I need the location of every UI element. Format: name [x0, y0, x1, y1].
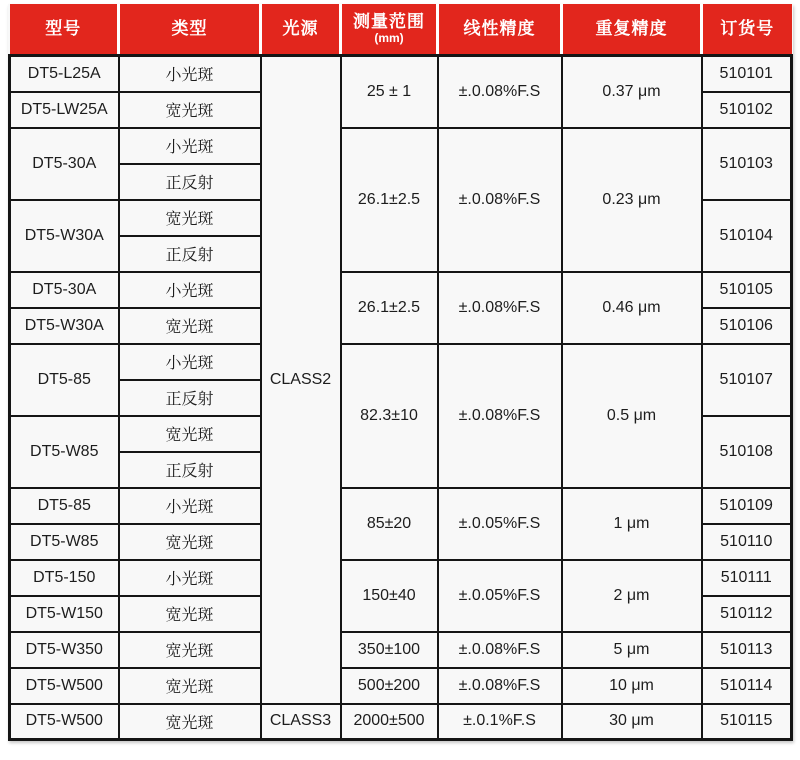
cell-linearity: ±.0.08%F.S [438, 272, 562, 344]
col-header-range [341, 4, 438, 56]
cell-range: 150±40 [341, 560, 438, 632]
header-row [10, 4, 792, 56]
cell-linearity: ±.0.05%F.S [438, 488, 562, 560]
cell-repeatability: 0.23 μm [562, 128, 702, 272]
table-row [10, 560, 792, 596]
cell-model: DT5-W350 [10, 632, 119, 668]
cell-range: 350±100 [341, 632, 438, 668]
cell-range: 25 ± 1 [341, 56, 438, 128]
cell-model: DT5-85 [10, 488, 119, 524]
cell-type: 小光斑 [119, 560, 261, 596]
cell-type: 正反射 [119, 380, 261, 416]
cell-order: 510105 [702, 272, 792, 308]
cell-type: 宽光斑 [119, 596, 261, 632]
table-row [10, 128, 792, 164]
cell-order: 510112 [702, 596, 792, 632]
cell-model: DT5-W500 [10, 668, 119, 704]
cell-model: DT5-L25A [10, 56, 119, 92]
cell-type: 正反射 [119, 236, 261, 272]
col-header-linearity [438, 4, 562, 56]
col-header-label: 型号 [45, 19, 82, 38]
cell-model: DT5-LW25A [10, 92, 119, 128]
cell-model: DT5-W85 [10, 524, 119, 560]
col-header-order-no [702, 4, 792, 56]
cell-type: 宽光斑 [119, 92, 261, 128]
cell-model: DT5-30A [10, 128, 119, 200]
cell-order: 510101 [702, 56, 792, 92]
cell-model: DT5-W30A [10, 200, 119, 272]
table-row [10, 668, 792, 704]
cell-repeatability: 1 μm [562, 488, 702, 560]
product-spec-table [8, 4, 793, 741]
cell-type: 正反射 [119, 452, 261, 488]
cell-type: 小光斑 [119, 128, 261, 164]
col-header-unit: (mm) [374, 31, 404, 45]
cell-model: DT5-W85 [10, 416, 119, 488]
cell-model: DT5-W150 [10, 596, 119, 632]
cell-type: 小光斑 [119, 344, 261, 380]
cell-order: 510103 [702, 128, 792, 200]
cell-range: 2000±500 [341, 704, 438, 740]
col-header-light-source [261, 4, 341, 56]
cell-repeatability: 0.46 μm [562, 272, 702, 344]
cell-order: 510114 [702, 668, 792, 704]
cell-order: 510109 [702, 488, 792, 524]
table-row [10, 344, 792, 380]
cell-repeatability: 2 μm [562, 560, 702, 632]
cell-linearity: ±.0.05%F.S [438, 560, 562, 632]
cell-range: 85±20 [341, 488, 438, 560]
cell-range: 82.3±10 [341, 344, 438, 488]
cell-model: DT5-30A [10, 272, 119, 308]
cell-repeatability: 5 μm [562, 632, 702, 668]
col-header-label: 订货号 [720, 19, 775, 38]
cell-type: 宽光斑 [119, 632, 261, 668]
cell-linearity: ±.0.08%F.S [438, 668, 562, 704]
col-header-model [10, 4, 119, 56]
cell-range: 26.1±2.5 [341, 128, 438, 272]
cell-type: 小光斑 [119, 488, 261, 524]
cell-linearity: ±.0.08%F.S [438, 344, 562, 488]
cell-linearity: ±.0.08%F.S [438, 56, 562, 128]
cell-model: DT5-85 [10, 344, 119, 416]
cell-type: 宽光斑 [119, 308, 261, 344]
cell-light-source-class3: CLASS3 [261, 704, 341, 740]
cell-range: 500±200 [341, 668, 438, 704]
cell-order: 510102 [702, 92, 792, 128]
cell-model: DT5-W30A [10, 308, 119, 344]
table-row [10, 632, 792, 668]
cell-linearity: ±.0.08%F.S [438, 632, 562, 668]
table-row [10, 272, 792, 308]
table-row [10, 488, 792, 524]
cell-repeatability: 0.37 μm [562, 56, 702, 128]
cell-type: 宽光斑 [119, 416, 261, 452]
cell-order: 510111 [702, 560, 792, 596]
col-header-label: 光源 [282, 19, 319, 38]
cell-type: 宽光斑 [119, 668, 261, 704]
col-header-label: 线性精度 [463, 19, 536, 38]
table-row [10, 56, 792, 92]
col-header-repeatability [562, 4, 702, 56]
cell-linearity: ±.0.08%F.S [438, 128, 562, 272]
cell-order: 510108 [702, 416, 792, 488]
cell-type: 宽光斑 [119, 200, 261, 236]
cell-type: 宽光斑 [119, 704, 261, 740]
cell-order: 510110 [702, 524, 792, 560]
cell-type: 小光斑 [119, 272, 261, 308]
cell-repeatability: 10 μm [562, 668, 702, 704]
cell-range: 26.1±2.5 [341, 272, 438, 344]
cell-type: 正反射 [119, 164, 261, 200]
cell-repeatability: 30 μm [562, 704, 702, 740]
cell-order: 510106 [702, 308, 792, 344]
cell-repeatability: 0.5 μm [562, 344, 702, 488]
col-header-label: 测量范围 [353, 12, 425, 31]
col-header-label: 类型 [171, 19, 208, 38]
cell-linearity: ±.0.1%F.S [438, 704, 562, 740]
table-row [10, 704, 792, 740]
cell-order: 510115 [702, 704, 792, 740]
cell-light-source-class2: CLASS2 [261, 56, 341, 704]
col-header-type [119, 4, 261, 56]
cell-model: DT5-W500 [10, 704, 119, 740]
cell-type: 小光斑 [119, 56, 261, 92]
cell-model: DT5-150 [10, 560, 119, 596]
col-header-label: 重复精度 [595, 19, 668, 38]
cell-order: 510104 [702, 200, 792, 272]
cell-order: 510113 [702, 632, 792, 668]
cell-order: 510107 [702, 344, 792, 416]
cell-type: 宽光斑 [119, 524, 261, 560]
